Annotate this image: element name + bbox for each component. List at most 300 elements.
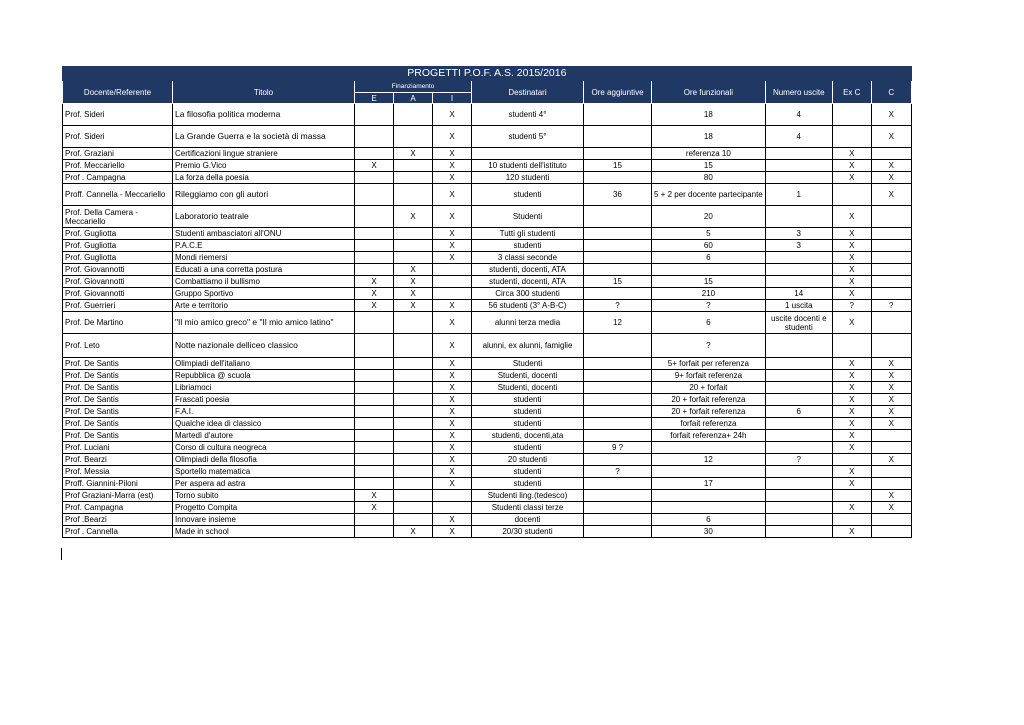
cell-ore-aggiuntive bbox=[584, 430, 652, 442]
cell-numero-uscite: 6 bbox=[765, 406, 832, 418]
cell-destinatari: Circa 300 studenti bbox=[472, 288, 584, 300]
cell-ore-aggiuntive bbox=[584, 288, 652, 300]
header-numero-uscite: Numero uscite bbox=[765, 81, 832, 104]
cell-ore-funzionali: 20 bbox=[652, 206, 766, 228]
cell-ore-aggiuntive bbox=[584, 490, 652, 502]
cell-docente: Prof. Della Camera - Meccariello bbox=[63, 206, 173, 228]
cell-destinatari: studenti bbox=[472, 406, 584, 418]
cell-titolo: P.A.C.E bbox=[173, 240, 355, 252]
cell-c bbox=[871, 478, 911, 490]
table-row bbox=[63, 418, 912, 430]
cell-numero-uscite: uscite docenti e studenti bbox=[765, 312, 832, 334]
cell-titolo: Educati a una corretta postura bbox=[173, 264, 355, 276]
cell-fin-i: X bbox=[433, 526, 472, 538]
table-row bbox=[63, 502, 912, 514]
cell-destinatari: 10 studenti dell'istituto bbox=[472, 160, 584, 172]
cell-ore-funzionali bbox=[652, 442, 766, 454]
cell-fin-a: X bbox=[394, 206, 433, 228]
table-row bbox=[63, 126, 912, 148]
cell-fin-e bbox=[355, 406, 394, 418]
cell-c bbox=[871, 442, 911, 454]
cell-c bbox=[871, 466, 911, 478]
cell-ore-funzionali: 15 bbox=[652, 160, 766, 172]
cell-ore-funzionali: 12 bbox=[652, 454, 766, 466]
cell-docente: Prof. Campagna bbox=[63, 502, 173, 514]
cell-fin-e bbox=[355, 430, 394, 442]
cell-destinatari: studenti, docenti, ATA bbox=[472, 276, 584, 288]
cell-titolo: Premio G.Vico bbox=[173, 160, 355, 172]
cell-fin-i: X bbox=[433, 160, 472, 172]
table-row bbox=[63, 394, 912, 406]
cell-ex-c bbox=[832, 454, 871, 466]
cell-fin-e: X bbox=[355, 276, 394, 288]
cell-titolo: Innovare insieme bbox=[173, 514, 355, 526]
cell-c bbox=[871, 264, 911, 276]
cell-ex-c: X bbox=[832, 502, 871, 514]
cell-ore-aggiuntive: 9 ? bbox=[584, 442, 652, 454]
cell-ex-c: X bbox=[832, 264, 871, 276]
sheet-left-rule bbox=[61, 548, 62, 560]
cell-fin-i: X bbox=[433, 312, 472, 334]
cell-fin-i: X bbox=[433, 148, 472, 160]
cell-c bbox=[871, 276, 911, 288]
cell-fin-a: X bbox=[394, 288, 433, 300]
cell-docente: Proff. Cannella - Meccariello bbox=[63, 184, 173, 206]
cell-numero-uscite: 1 bbox=[765, 184, 832, 206]
cell-fin-i: X bbox=[433, 126, 472, 148]
cell-numero-uscite: 3 bbox=[765, 240, 832, 252]
cell-docente: Prof. Gugliotta bbox=[63, 252, 173, 264]
cell-destinatari: Studenti bbox=[472, 206, 584, 228]
cell-numero-uscite bbox=[765, 466, 832, 478]
header-ore-aggiuntive: Ore aggiuntive bbox=[584, 81, 652, 104]
cell-numero-uscite bbox=[765, 252, 832, 264]
cell-ex-c bbox=[832, 490, 871, 502]
cell-docente: Prof .Bearzi bbox=[63, 514, 173, 526]
cell-fin-a bbox=[394, 160, 433, 172]
cell-numero-uscite bbox=[765, 172, 832, 184]
cell-destinatari: alunni, ex alunni, famiglie bbox=[472, 334, 584, 358]
cell-fin-e bbox=[355, 334, 394, 358]
cell-ex-c: X bbox=[832, 252, 871, 264]
cell-fin-i bbox=[433, 490, 472, 502]
table-row bbox=[63, 252, 912, 264]
cell-c: ? bbox=[871, 300, 911, 312]
header-finanziamento: Finanziamento bbox=[355, 81, 472, 93]
cell-destinatari: studenti bbox=[472, 442, 584, 454]
cell-destinatari: studenti, docenti,ata bbox=[472, 430, 584, 442]
cell-fin-i: X bbox=[433, 382, 472, 394]
cell-c: X bbox=[871, 126, 911, 148]
cell-destinatari: alunni terza media bbox=[472, 312, 584, 334]
cell-fin-a bbox=[394, 406, 433, 418]
cell-destinatari: Tutti gli studenti bbox=[472, 228, 584, 240]
cell-destinatari: studenti 4° bbox=[472, 104, 584, 126]
cell-numero-uscite bbox=[765, 502, 832, 514]
cell-fin-a bbox=[394, 334, 433, 358]
cell-docente: Prof. Sideri bbox=[63, 126, 173, 148]
cell-ex-c bbox=[832, 104, 871, 126]
cell-fin-e: X bbox=[355, 490, 394, 502]
cell-ex-c: X bbox=[832, 478, 871, 490]
cell-ore-funzionali: 20 + forfait referenza bbox=[652, 394, 766, 406]
cell-destinatari: studenti bbox=[472, 184, 584, 206]
cell-destinatari: Studenti bbox=[472, 358, 584, 370]
cell-titolo: Per aspera ad astra bbox=[173, 478, 355, 490]
cell-docente: Prof Graziani-Marra (est) bbox=[63, 490, 173, 502]
cell-fin-e bbox=[355, 240, 394, 252]
cell-fin-i bbox=[433, 288, 472, 300]
cell-fin-e bbox=[355, 478, 394, 490]
cell-ex-c: X bbox=[832, 418, 871, 430]
cell-destinatari: 20 studenti bbox=[472, 454, 584, 466]
header-titolo: Titolo bbox=[173, 81, 355, 104]
cell-docente: Prof. Luciani bbox=[63, 442, 173, 454]
cell-fin-a bbox=[394, 394, 433, 406]
cell-titolo: Certificazioni lingue straniere bbox=[173, 148, 355, 160]
cell-c bbox=[871, 206, 911, 228]
cell-ex-c: X bbox=[832, 312, 871, 334]
header-ex-c: Ex C bbox=[832, 81, 871, 104]
header-fin-e: E bbox=[355, 93, 394, 104]
table-row bbox=[63, 430, 912, 442]
cell-docente: Prof. De Santis bbox=[63, 406, 173, 418]
cell-titolo: Gruppo Sportivo bbox=[173, 288, 355, 300]
cell-ore-funzionali: forfait referenza+ 24h bbox=[652, 430, 766, 442]
cell-titolo: La forza della poesia bbox=[173, 172, 355, 184]
cell-titolo: Frascati poesia bbox=[173, 394, 355, 406]
header-c: C bbox=[871, 81, 911, 104]
cell-fin-e bbox=[355, 148, 394, 160]
cell-fin-a bbox=[394, 514, 433, 526]
table-row bbox=[63, 240, 912, 252]
cell-c bbox=[871, 148, 911, 160]
cell-ex-c: X bbox=[832, 394, 871, 406]
cell-ore-aggiuntive bbox=[584, 478, 652, 490]
sheet-title: PROGETTI P.O.F. A.S. 2015/2016 bbox=[63, 67, 912, 81]
cell-fin-i: X bbox=[433, 394, 472, 406]
cell-ex-c: X bbox=[832, 382, 871, 394]
cell-ore-aggiuntive: 15 bbox=[584, 160, 652, 172]
cell-c: X bbox=[871, 370, 911, 382]
cell-c bbox=[871, 240, 911, 252]
header-destinatari: Destinatari bbox=[472, 81, 584, 104]
cell-ex-c: X bbox=[832, 370, 871, 382]
cell-destinatari: Studenti, docenti bbox=[472, 370, 584, 382]
table-row bbox=[63, 370, 912, 382]
cell-fin-a bbox=[394, 442, 433, 454]
cell-fin-a bbox=[394, 240, 433, 252]
cell-numero-uscite: 4 bbox=[765, 126, 832, 148]
table-row bbox=[63, 514, 912, 526]
cell-fin-i: X bbox=[433, 240, 472, 252]
cell-fin-e bbox=[355, 454, 394, 466]
cell-titolo: Repubblica @ scuola bbox=[173, 370, 355, 382]
cell-ore-aggiuntive bbox=[584, 172, 652, 184]
cell-titolo: Libriamoci bbox=[173, 382, 355, 394]
cell-ex-c: ? bbox=[832, 300, 871, 312]
cell-docente: Proff. Giannini-Piloni bbox=[63, 478, 173, 490]
cell-ore-aggiuntive bbox=[584, 454, 652, 466]
cell-fin-i: X bbox=[433, 478, 472, 490]
cell-titolo: Corso di cultura neogreca bbox=[173, 442, 355, 454]
cell-titolo: La filosofia politica moderna bbox=[173, 104, 355, 126]
cell-destinatari: studenti bbox=[472, 418, 584, 430]
cell-fin-a: X bbox=[394, 148, 433, 160]
cell-titolo: Olimpiadi della filosofia bbox=[173, 454, 355, 466]
cell-fin-a bbox=[394, 312, 433, 334]
cell-fin-e bbox=[355, 206, 394, 228]
cell-ex-c: X bbox=[832, 358, 871, 370]
cell-c: X bbox=[871, 454, 911, 466]
table-row bbox=[63, 358, 912, 370]
cell-destinatari: studenti bbox=[472, 394, 584, 406]
cell-fin-i: X bbox=[433, 252, 472, 264]
cell-fin-a: X bbox=[394, 300, 433, 312]
cell-fin-a bbox=[394, 104, 433, 126]
table-row bbox=[63, 490, 912, 502]
cell-destinatari: Studenti, docenti bbox=[472, 382, 584, 394]
cell-ex-c: X bbox=[832, 442, 871, 454]
cell-ore-funzionali: ? bbox=[652, 300, 766, 312]
cell-fin-i: X bbox=[433, 418, 472, 430]
table-row bbox=[63, 300, 912, 312]
cell-c: X bbox=[871, 184, 911, 206]
cell-ex-c bbox=[832, 184, 871, 206]
table-row bbox=[63, 406, 912, 418]
header-fin-i: I bbox=[433, 93, 472, 104]
cell-ex-c: X bbox=[832, 228, 871, 240]
cell-fin-e bbox=[355, 228, 394, 240]
cell-fin-i: X bbox=[433, 442, 472, 454]
cell-fin-a bbox=[394, 466, 433, 478]
cell-ore-funzionali: 6 bbox=[652, 514, 766, 526]
cell-numero-uscite bbox=[765, 264, 832, 276]
cell-ore-aggiuntive bbox=[584, 264, 652, 276]
cell-ore-aggiuntive bbox=[584, 526, 652, 538]
cell-fin-i: X bbox=[433, 358, 472, 370]
cell-destinatari: studenti, docenti, ATA bbox=[472, 264, 584, 276]
cell-ore-aggiuntive: ? bbox=[584, 466, 652, 478]
cell-ore-aggiuntive: 12 bbox=[584, 312, 652, 334]
cell-ore-funzionali: 210 bbox=[652, 288, 766, 300]
cell-numero-uscite bbox=[765, 276, 832, 288]
cell-docente: Prof. De Santis bbox=[63, 418, 173, 430]
table-row bbox=[63, 160, 912, 172]
cell-destinatari: Studenti classi terze bbox=[472, 502, 584, 514]
cell-c bbox=[871, 228, 911, 240]
cell-fin-e: X bbox=[355, 502, 394, 514]
cell-c: X bbox=[871, 490, 911, 502]
header-ore-funzionali: Ore funzionali bbox=[652, 81, 766, 104]
cell-ore-funzionali bbox=[652, 466, 766, 478]
cell-c bbox=[871, 252, 911, 264]
cell-titolo: Sportello matematica bbox=[173, 466, 355, 478]
cell-ore-funzionali: 6 bbox=[652, 252, 766, 264]
cell-fin-e bbox=[355, 172, 394, 184]
cell-ore-aggiuntive bbox=[584, 126, 652, 148]
cell-ore-aggiuntive bbox=[584, 370, 652, 382]
cell-titolo: Martedì d'autore bbox=[173, 430, 355, 442]
cell-ore-funzionali: 17 bbox=[652, 478, 766, 490]
cell-titolo: Mondi riemersi bbox=[173, 252, 355, 264]
cell-fin-a bbox=[394, 478, 433, 490]
cell-numero-uscite bbox=[765, 206, 832, 228]
cell-fin-i: X bbox=[433, 104, 472, 126]
cell-numero-uscite: 3 bbox=[765, 228, 832, 240]
cell-titolo: Rileggiamo con gli autori bbox=[173, 184, 355, 206]
cell-ex-c: X bbox=[832, 406, 871, 418]
cell-ore-aggiuntive bbox=[584, 514, 652, 526]
cell-ore-funzionali bbox=[652, 264, 766, 276]
cell-ore-aggiuntive bbox=[584, 252, 652, 264]
cell-numero-uscite bbox=[765, 430, 832, 442]
cell-ex-c bbox=[832, 334, 871, 358]
cell-fin-a bbox=[394, 418, 433, 430]
table-row bbox=[63, 148, 912, 160]
cell-titolo: Arte e territorio bbox=[173, 300, 355, 312]
cell-fin-e bbox=[355, 252, 394, 264]
table-row bbox=[63, 104, 912, 126]
cell-numero-uscite bbox=[765, 382, 832, 394]
cell-fin-i: X bbox=[433, 454, 472, 466]
table-row bbox=[63, 466, 912, 478]
cell-fin-i bbox=[433, 276, 472, 288]
cell-titolo: F.A.I. bbox=[173, 406, 355, 418]
cell-fin-a bbox=[394, 370, 433, 382]
cell-ore-funzionali: 30 bbox=[652, 526, 766, 538]
cell-fin-a bbox=[394, 430, 433, 442]
cell-fin-e bbox=[355, 466, 394, 478]
cell-fin-a: X bbox=[394, 526, 433, 538]
table-row bbox=[63, 478, 912, 490]
cell-docente: Prof. Leto bbox=[63, 334, 173, 358]
cell-numero-uscite bbox=[765, 442, 832, 454]
cell-ore-aggiuntive bbox=[584, 418, 652, 430]
table-row bbox=[63, 312, 912, 334]
cell-fin-e bbox=[355, 370, 394, 382]
cell-fin-i: X bbox=[433, 514, 472, 526]
cell-titolo: Torno subito bbox=[173, 490, 355, 502]
cell-c: X bbox=[871, 394, 911, 406]
cell-ore-funzionali: 5 + 2 per docente partecipante bbox=[652, 184, 766, 206]
cell-ore-funzionali: forfait referenza bbox=[652, 418, 766, 430]
cell-destinatari: 56 studenti (3° A-B-C) bbox=[472, 300, 584, 312]
cell-fin-e bbox=[355, 418, 394, 430]
cell-destinatari: Studenti ling.(tedesco) bbox=[472, 490, 584, 502]
cell-ore-aggiuntive bbox=[584, 382, 652, 394]
cell-docente: Prof. Giovannotti bbox=[63, 288, 173, 300]
cell-destinatari: 3 classi seconde bbox=[472, 252, 584, 264]
cell-fin-i: X bbox=[433, 406, 472, 418]
cell-fin-e: X bbox=[355, 300, 394, 312]
cell-fin-a: X bbox=[394, 276, 433, 288]
cell-fin-i: X bbox=[433, 466, 472, 478]
cell-fin-i bbox=[433, 502, 472, 514]
table-row bbox=[63, 334, 912, 358]
cell-docente: Prof. De Santis bbox=[63, 382, 173, 394]
cell-fin-e bbox=[355, 382, 394, 394]
cell-docente: Prof . Cannella bbox=[63, 526, 173, 538]
cell-fin-a bbox=[394, 126, 433, 148]
cell-ex-c: X bbox=[832, 240, 871, 252]
cell-docente: Prof. Bearzi bbox=[63, 454, 173, 466]
cell-ore-funzionali bbox=[652, 502, 766, 514]
cell-fin-e: X bbox=[355, 160, 394, 172]
cell-ore-aggiuntive bbox=[584, 206, 652, 228]
cell-ore-funzionali: 18 bbox=[652, 126, 766, 148]
cell-fin-a bbox=[394, 172, 433, 184]
cell-fin-e bbox=[355, 126, 394, 148]
cell-fin-e bbox=[355, 184, 394, 206]
cell-numero-uscite bbox=[765, 358, 832, 370]
cell-ex-c bbox=[832, 126, 871, 148]
cell-numero-uscite bbox=[765, 418, 832, 430]
cell-c: X bbox=[871, 418, 911, 430]
cell-ore-aggiuntive bbox=[584, 358, 652, 370]
cell-ore-aggiuntive bbox=[584, 394, 652, 406]
table-row bbox=[63, 454, 912, 466]
cell-ore-aggiuntive bbox=[584, 502, 652, 514]
table-row bbox=[63, 184, 912, 206]
cell-ore-funzionali: referenza 10 bbox=[652, 148, 766, 160]
cell-ex-c: X bbox=[832, 526, 871, 538]
cell-fin-i: X bbox=[433, 300, 472, 312]
cell-ore-aggiuntive: 36 bbox=[584, 184, 652, 206]
cell-docente: Prof. De Santis bbox=[63, 430, 173, 442]
cell-numero-uscite bbox=[765, 490, 832, 502]
cell-ore-funzionali: 5 bbox=[652, 228, 766, 240]
cell-ore-funzionali: 20 + forfait bbox=[652, 382, 766, 394]
cell-ore-aggiuntive bbox=[584, 148, 652, 160]
cell-numero-uscite: 14 bbox=[765, 288, 832, 300]
cell-c bbox=[871, 514, 911, 526]
cell-fin-e bbox=[355, 514, 394, 526]
cell-numero-uscite bbox=[765, 370, 832, 382]
cell-titolo: Combattiamo il bullismo bbox=[173, 276, 355, 288]
cell-ore-funzionali: 20 + forfait referenza bbox=[652, 406, 766, 418]
cell-ore-aggiuntive bbox=[584, 334, 652, 358]
cell-numero-uscite bbox=[765, 478, 832, 490]
cell-c: X bbox=[871, 172, 911, 184]
cell-fin-a bbox=[394, 490, 433, 502]
cell-fin-a: X bbox=[394, 264, 433, 276]
cell-destinatari: docenti bbox=[472, 514, 584, 526]
cell-ore-aggiuntive: ? bbox=[584, 300, 652, 312]
cell-docente: Prof. De Martino bbox=[63, 312, 173, 334]
cell-fin-e bbox=[355, 358, 394, 370]
table-row bbox=[63, 288, 912, 300]
table-row bbox=[63, 382, 912, 394]
cell-c: X bbox=[871, 502, 911, 514]
cell-destinatari bbox=[472, 148, 584, 160]
cell-ex-c: X bbox=[832, 466, 871, 478]
cell-fin-a bbox=[394, 252, 433, 264]
cell-c: X bbox=[871, 358, 911, 370]
cell-fin-e bbox=[355, 526, 394, 538]
cell-fin-a bbox=[394, 358, 433, 370]
cell-fin-e bbox=[355, 264, 394, 276]
cell-c: X bbox=[871, 406, 911, 418]
cell-fin-i: X bbox=[433, 228, 472, 240]
cell-docente: Prof. De Santis bbox=[63, 370, 173, 382]
cell-fin-a bbox=[394, 382, 433, 394]
cell-ore-aggiuntive bbox=[584, 406, 652, 418]
cell-docente: Prof. Gugliotta bbox=[63, 228, 173, 240]
table-row bbox=[63, 442, 912, 454]
cell-fin-e bbox=[355, 312, 394, 334]
cell-ore-aggiuntive bbox=[584, 228, 652, 240]
